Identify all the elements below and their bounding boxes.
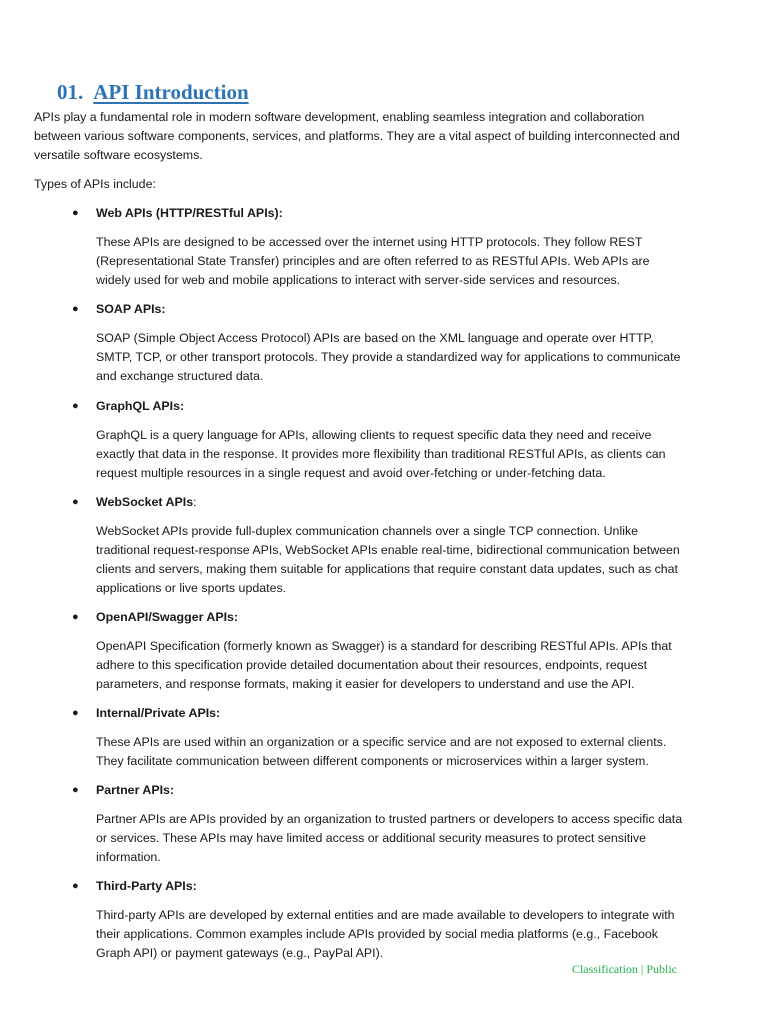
item-description: Partner APIs are APIs provided by an organization to trusted partners or developers to access specific data or services. These APIs may have limited access or additional security measures to protect sensitive information. [96, 812, 683, 864]
item-title: OpenAPI/Swagger APIs: [96, 610, 239, 624]
bullet-icon: ● [72, 400, 79, 412]
item-description: These APIs are used within an organization or a specific service and are not exposed to external clients. They facilitate communication between different components or microservices within a larger system. [96, 735, 667, 768]
intro-paragraph: APIs play a fundamental role in modern software development, enabling seamless integration and collaboration between various software components, services, and platforms. They are a vital aspect of building interconnected and versatile software ecosystems. [34, 110, 680, 162]
bullet-icon: ● [72, 707, 79, 719]
item-description: GraphQL is a query language for APIs, allowing clients to request specific data they need and receive exactly that data in the response. It provides more flexibility than traditional RESTful APIs, as clients can request multiple resources in a single request and avoid over-fetching or under-fetching data. [96, 428, 666, 480]
item-title: WebSocket APIs: [96, 495, 197, 509]
classification-label: Classification | Public [571, 962, 677, 976]
types-label: Types of APIs include: [34, 177, 156, 191]
section-title: API Introduction [93, 80, 249, 104]
bullet-icon: ● [72, 611, 79, 623]
item-description: WebSocket APIs provide full-duplex communication channels over a single TCP connection. Unlike traditional request-response APIs, WebSocket APIs enable real-time, bidirectional communication between clients and servers, making them suitable for applications that require constant data updates, such as chat applications or live sports updates. [96, 524, 680, 595]
item-title: Third-Party APIs: [96, 879, 197, 893]
item-title: Internal/Private APIs: [96, 706, 221, 720]
item-title: SOAP APIs: [96, 302, 166, 316]
item-title: Partner APIs: [96, 783, 175, 797]
bullet-icon: ● [72, 496, 79, 508]
bullet-icon: ● [72, 303, 79, 315]
section-number: 01. [57, 80, 84, 104]
item-description: OpenAPI Specification (formerly known as Swagger) is a standard for describing RESTful APIs. APIs that adhere to this specification provide detailed documentation about their resources, endpoints, request parameters, and response formats, making it easier for developers to understand and use the API. [96, 639, 672, 691]
item-title: GraphQL APIs: [96, 399, 185, 413]
item-description: These APIs are designed to be accessed over the internet using HTTP protocols. They follow REST (Representational State Transfer) principles and are often referred to as RESTful APIs. Web APIs are widely used for web and mobile applications to interact with server-side services and resources. [96, 235, 650, 287]
item-description: Third-party APIs are developed by external entities and are made available to developers to integrate with their applications. Common examples include APIs provided by social media platforms (e.g., Facebook Graph API) or payment gateways (e.g., PayPal API). [96, 908, 675, 960]
section-heading [57, 80, 249, 105]
item-description: SOAP (Simple Object Access Protocol) APIs are based on the XML language and operate over HTTP, SMTP, TCP, or other transport protocols. They provide a standardized way for applications to communicate and exchange structured data. [96, 331, 681, 383]
bullet-icon: ● [72, 207, 79, 219]
item-title: Web APIs (HTTP/RESTful APIs): [96, 206, 283, 220]
bullet-icon: ● [72, 880, 79, 892]
bullet-icon: ● [72, 784, 79, 796]
